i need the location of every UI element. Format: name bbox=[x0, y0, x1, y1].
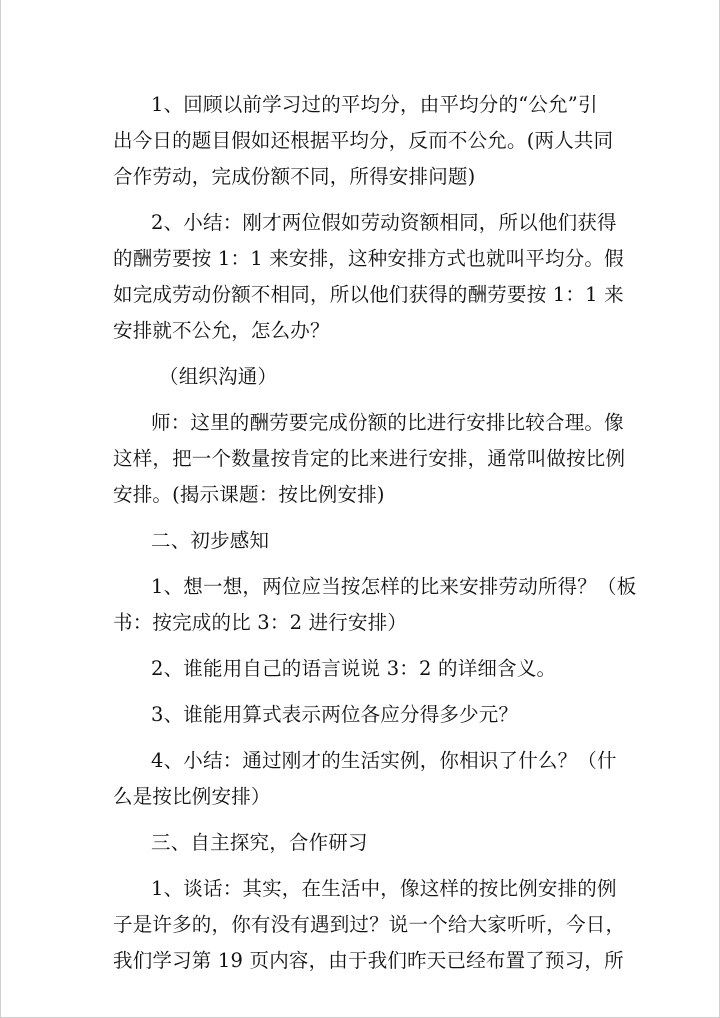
text-line: 出今日的题目假如还根据平均分，反而不公允。(两人共同 bbox=[113, 129, 614, 152]
text-line: 3、谁能用算式表示两位各应分得多少元？ bbox=[151, 703, 519, 726]
section-heading: 二、初步感知 bbox=[151, 529, 270, 552]
text-line: 1、想一想，两位应当按怎样的比来安排劳动所得？（板 bbox=[151, 575, 637, 598]
text-line: 我们学习第 19 页内容，由于我们昨天已经布置了预习，所 bbox=[113, 949, 624, 972]
paragraph-organize-discussion bbox=[113, 359, 613, 395]
section-heading: 三、自主探究，合作研习 bbox=[151, 831, 368, 854]
text-line: 的酬劳要按 1：1 来安排，这种安排方式也就叫平均分。假 bbox=[113, 247, 624, 270]
paragraph-summary bbox=[113, 205, 624, 349]
section-heading-explore bbox=[113, 825, 613, 861]
text-line: 2、小结：刚才两位假如劳动资额相同，所以他们获得 bbox=[151, 211, 617, 234]
paragraph-meaning bbox=[113, 651, 613, 687]
paragraph-think bbox=[113, 569, 637, 641]
text-line: 安排。(揭示课题：按比例安排) bbox=[113, 483, 385, 506]
text-line: 合作劳动，完成份额不同，所得安排问题) bbox=[113, 165, 476, 188]
paragraph-talk bbox=[113, 871, 626, 979]
text-line: 子是许多的，你有没有遇到过？说一个给大家听听，今日， bbox=[113, 913, 626, 936]
paragraph-formula bbox=[113, 697, 613, 733]
text-line: 如完成劳动份额不相同，所以他们获得的酬劳要按 1：1 来 bbox=[113, 283, 624, 306]
text-line: 师：这里的酬劳要完成份额的比进行安排比较合理。像 bbox=[151, 411, 624, 434]
text-line: （组织沟通） bbox=[159, 365, 278, 388]
text-line: 2、谁能用自己的语言说说 3：2 的详细含义。 bbox=[151, 657, 557, 680]
text-line: 1、回顾以前学习过的平均分，由平均分的“公允”引 bbox=[151, 93, 598, 116]
paragraph-summary-2 bbox=[113, 743, 617, 815]
text-line: 么是按比例安排） bbox=[113, 785, 271, 808]
text-line: 安排就不公允，怎么办？ bbox=[113, 319, 330, 342]
text-line: 4、小结：通过刚才的生活实例，你相识了什么？（什 bbox=[151, 749, 617, 772]
text-line: 书：按完成的比 3：2 进行安排） bbox=[113, 611, 408, 634]
paragraph-teacher bbox=[113, 405, 626, 513]
paragraph-review bbox=[113, 87, 613, 195]
section-heading-initial-perception bbox=[113, 523, 613, 559]
text-line: 这样，把一个数量按肯定的比来进行安排，通常叫做按比例 bbox=[113, 447, 626, 470]
text-line: 1、谈话：其实，在生活中，像这样的按比例安排的例 bbox=[151, 877, 617, 900]
document-body bbox=[113, 87, 637, 979]
